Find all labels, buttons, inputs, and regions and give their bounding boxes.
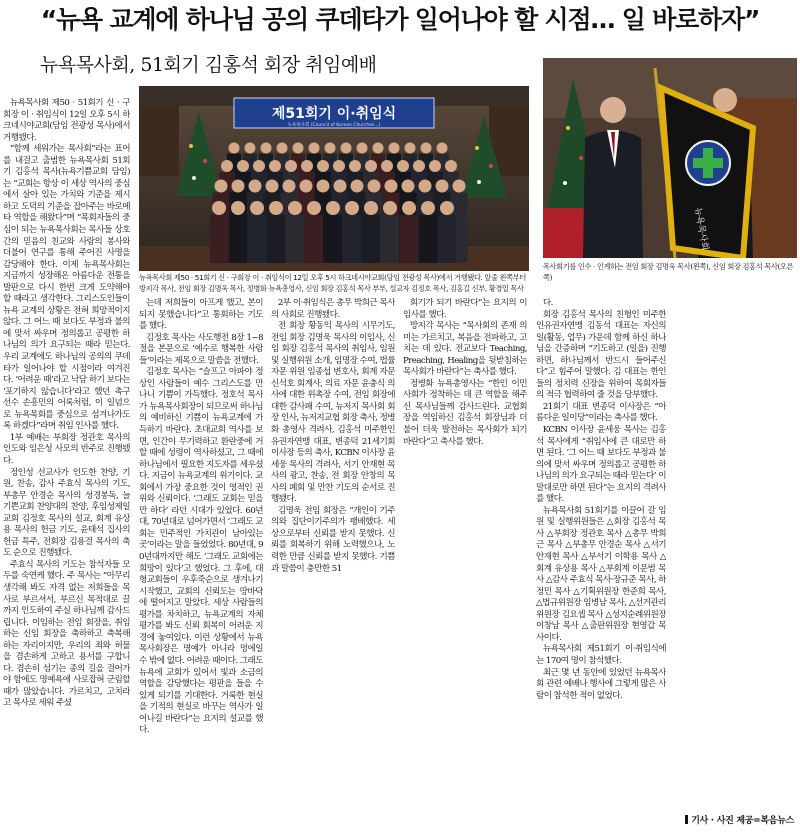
crowd-person-head <box>215 180 228 193</box>
flag-photo-illustration <box>543 58 797 258</box>
crowd-person-head <box>221 160 233 172</box>
crowd-person-head <box>231 201 245 215</box>
crowd-person-head <box>261 143 272 154</box>
col5-para-3: 21회기 대표 변종덕 이사장은 “아름다운 일이당”이라는 축사를 했다. <box>536 401 666 424</box>
crowd-person-head <box>381 160 393 172</box>
col1-para-4: 정인성 선교사가 인도한 찬양, 기원, 찬송, 감사 주효식 목사의 기도, 부총무 안경순 목사의 성경봉독, 늘기쁜교회 찬양대의 찬양, 후임성제일교회 김정호 목사의 설교, 회계 유상용 목사의 헌금 기도, 윤태석 집사의 헌금 특주, 전회장 김용걸 목사의 축도 순으로 진행됐다. <box>3 467 130 559</box>
article-column-5 <box>536 298 666 808</box>
group-photo-illustration <box>139 86 529 271</box>
crowd-person-head <box>277 143 288 154</box>
crowd-person-head <box>253 160 265 172</box>
flag-photo <box>543 58 797 258</box>
banner-subtitle: 뉴욕목사회 (Council of Korean Churches...) <box>287 123 381 128</box>
crowd-person-head <box>413 160 425 172</box>
crowd-person-head <box>266 180 279 193</box>
crowd-person-head <box>317 180 330 193</box>
crowd-person-body <box>400 215 418 263</box>
crowd-person-head <box>341 143 352 154</box>
article-column-2 <box>139 298 263 824</box>
credit-text: 기사 · 사진 제공=복음뉴스 <box>691 816 794 826</box>
crowd-person-head <box>364 201 378 215</box>
crowd-person-head <box>300 180 313 193</box>
crowd-person-head <box>365 160 377 172</box>
col2-para-1: 는데 저희들이 아프게 했고, 본이 되지 못했습니다”고 통회하는 기도를 했다. <box>139 298 263 332</box>
crowd-person-head <box>419 180 432 193</box>
crowd-person-head <box>429 160 441 172</box>
banner-title: 제51회기 이·취임식 <box>271 106 397 122</box>
col5-para-2: 회장 김홍석 목사의 친형인 미주한인유권자연맹 김동석 대표는 자신의 일(활동, 업무) 가운데 함께 하신 하나님을 간증하며 “기도하고 (일을) 진행하면, 하나님께서 반드시 들어주신다”고 힘주어 말했다. 김 대표는 한인들의 정치력 신장을 위하여 목회자들의 적극 협력하여 줄 것을 당부했다. <box>536 309 666 401</box>
crowd-person-head <box>385 180 398 193</box>
crowd-person-body <box>362 215 380 263</box>
crowd-person-body <box>210 215 228 263</box>
crowd-person-head <box>345 201 359 215</box>
credit-bar <box>685 815 688 824</box>
crowd-person-head <box>309 143 320 154</box>
crowd-person-head <box>250 201 264 215</box>
col1-para-3: 1부 예배는 부회장 정관호 목사의 인도와 임은성 사모의 반주로 진행됐다. <box>3 432 130 466</box>
crowd-person-head <box>357 143 368 154</box>
col2-para-2: 김정호 목사는 사도행전 8장 1~8절을 본문으로 ‘예수로 행복한 사람들’이라는 제목으로 말씀을 전했다. <box>139 332 263 366</box>
crowd-person-head <box>301 160 313 172</box>
crowd-person-body <box>267 215 285 263</box>
col3-para-1: 2부 이·취임식은 총무 박희근 목사의 사회로 진행됐다. <box>271 298 395 320</box>
crowd-person-head <box>402 180 415 193</box>
col1-para-5: 주효식 목사의 기도는 참석자들 모두를 숙연케 했다. 주 목사는 “아무리 생각해 봐도 자격 없는 저희들을 목사로 부르셔서, 부르신 목적대로 끌까지 인도하여 주실 하나님께 감사드립니다. 이임하는 전임 회장을, 취임하는 신임 회장을 축하하고 축복해 하는 자리이지만, 우리의 죄와 허물을 겸손하게 고하고 용서를 구합니다. 겸손히 섬기는 종의 길을 걸어가야 함에도 명예욕에 사로잡혀 군림할 때가 많았습니다. 가르치고, 고치라고 목사로 세워 주셨 <box>3 559 130 709</box>
crowd-person-body <box>381 215 399 263</box>
crowd <box>210 143 468 264</box>
col5-para-6: 뉴욕목사회 제51회기 이·취임식에는 170여 명이 참석했다. <box>536 644 666 666</box>
crowd-person-head <box>421 143 432 154</box>
crowd-person-head <box>293 143 304 154</box>
crowd-person-head <box>288 201 302 215</box>
crowd-person-head <box>326 201 340 215</box>
crowd-person-head <box>249 180 262 193</box>
crowd-person-head <box>285 160 297 172</box>
crowd-person-body <box>419 215 437 263</box>
group-photo-caption: 뉴욕목사회 제50 · 51회기 신 · 구회장 이 · 취임식이 12일 오후 5시 하크네시야교회(담임 전광성 목사)에서 거행됐다. 앞줄 왼쪽부터 방지각 목사, 전임 회장 김명욱 목사, 정병화 뉴욕총영사, 신임 회장 김홍석 목사 부부, 설교자 김정호 목사, 김홍길 신부, 황경일 목사 <box>139 273 526 293</box>
article-column-3 <box>271 298 395 824</box>
col5-para-5: 뉴욕목사회 51회기를 이끌어 갈 임원 및 실행위원들은 △회장 김홍석 목사 △부회장 정관호 목사 △총무 박희근 목사 △부총무 안경순 목사 △서기 안재현 목사 △부서기 이학용 목사 △회계 유상용 목사 △부회계 이문범 목사 △감사 주효식 목사·장규준 목사, 하정민 목사 △기획위원장 한준희 목사, △법규위원장 임병남 목사, △선거관리위원장 김요셉 목사 △성지순례위원장 이창남 목사 △출판위원장 현영갑 목사이다. <box>536 505 666 643</box>
crowd-person-head <box>212 201 226 215</box>
crowd-person-head <box>325 143 336 154</box>
crowd-person-head <box>368 180 381 193</box>
col2-para-3: 김정호 목사는 “슬프고 아파야 정상인 사람들이 예수 그리스도를 만나니 기쁨이 가득했다. 정호석 목사가 뉴욕목사회장이 되므로써 하나님의 예비하신 기쁨이 뉴욕교계에 가득하기 바란다. 초대교회 역사를 보면, 인간이 무기력하고 환란중에 거할 때에 성령이 역사하셨고, 그 때에 하나님에서 필요한 지도자를 세우셨다. 지금이 뉴욕교계의 위기이다. 교회에서 가장 중요한 것이 영적인 권위와 신뢰이다. ‘그래도 교회는 믿을만 하다’ 라던 시대가 있었다. 60년대, 70년대로 넘어가면서 ‘그래도 교회는 민주적인 가치관이 남아있는 곳’이라는 말을 들었었다. 80년대, 90년대까지만 해도 ‘그래도 교회에는 희망이 있다’고 했었다. 그 후에, 대형교회들이 우후죽순으로 생겨나기 시작했고, 교회의 신뢰도는 땅바닥에 떨어지고 말았다. 세상 사람들의 평가를 차치하고, 뉴욕교계의 자체 평가를 봐도 신뢰 회복이 어려운 지경에 놓여있다. 이런 상황에서 뉴욕목사회장은 명예가 아니라 멍에일 수 밖에 없다. 어려운 때이다. 그래도 뉴욕에 교회가 있어서 빛과 소금의 역할을 감당했다는 평판을 들을 수 있게 되기를 기대한다. 거룩한 현실을 기적의 현실로 바꾸는 역사가 일어나길 바란다”는 요지의 설교를 했다. <box>139 367 263 736</box>
crowd-person-body <box>229 215 247 263</box>
crowd-person-head <box>269 160 281 172</box>
headline: “뉴욕 교계에 하나님 공의 쿠데타가 일어나야 할 시점… 일 바로하자” <box>40 5 760 34</box>
crowd-person-head <box>307 201 321 215</box>
crowd-person-head <box>245 143 256 154</box>
crowd-person-head <box>349 160 361 172</box>
crowd-person-head <box>283 180 296 193</box>
crowd-person-head <box>229 143 240 154</box>
crowd-person-head <box>269 201 283 215</box>
crowd-person-head <box>437 143 448 154</box>
crowd-person-head <box>402 201 416 215</box>
crowd-person-head <box>453 180 466 193</box>
crowd-person-body <box>343 215 361 263</box>
col1-para-1: 뉴욕목사회 제50 · 51회기 신 · 구회장 이 · 취임식이 12일 오후 5시 하크네시야교회(담임 전광성 목사)에서 거행됐다. <box>3 98 130 143</box>
crowd-person-body <box>248 215 266 263</box>
flag-photo-caption: 목사회기를 인수 · 인계하는 전임 회장 김명욱 목사(왼쪽), 신임 회장 김홍석 목사(오른쪽) <box>543 262 794 282</box>
crowd-person-body <box>286 215 304 263</box>
article-column-1 <box>3 98 130 824</box>
crowd-person-head <box>397 160 409 172</box>
col5-para-7: 최근 몇 년 동안에 있었던 뉴욕목사회 관련 예배나 행사에 그렇게 많은 사람이 참석한 적이 없었다. <box>536 667 666 701</box>
photo-credit <box>685 815 794 827</box>
crowd-person-head <box>383 201 397 215</box>
article-column-4 <box>403 298 527 824</box>
crowd-person-head <box>351 180 364 193</box>
crowd-person-head <box>317 160 329 172</box>
crowd-person-head <box>421 201 435 215</box>
crowd-person-head <box>445 160 457 172</box>
crowd-person-head <box>333 160 345 172</box>
col5-para-1: 다. <box>542 298 553 308</box>
col4-para-2: 방지각 목사는 “목사회의 존재 의미는 가르치고, 복음을 전파하고, 고치는 데 있다. 전교보다 Teaching, Preaching, Healing을 뒷받침하는 목사회가 바란다”는 축사를 했다. <box>403 321 527 378</box>
group-photo <box>139 86 529 271</box>
flag-lettering: 뉴욕목사회 <box>692 206 710 252</box>
crowd-person-body <box>305 215 323 263</box>
col3-para-2: 전 회장 황동익 목사의 시무기도, 전임 회장 김명욱 목사의 이임사, 신임 회장 김홍석 목사의 취임사, 임원 및 실행위원 소개, 임명장 수여, 법률자문 위원 임종섭 변호사, 회계 자문 신석호 회계사, 의료 자문 윤충식 의사에 대한 위촉장 수여, 전임 회장에 대한 감사패 수여, 뉴저지 목사회 회장 인사, 뉴저지교협 회장 축사, 정병화 총영사 격려사, 김홍석 미주한인유권자연맹 대표, 변종덕 21세기회 이사장 등의 축사, KCBN 이사장 윤세웅 목사의 격려사, 서기 안재현 목사의 광고, 찬송, 전 회장 안창의 목사의 폐회 및 만찬 기도의 순서로 진행됐다. <box>271 321 395 505</box>
crowd-person-head <box>436 180 449 193</box>
crowd-person-body <box>438 215 456 263</box>
crowd-person-head <box>389 143 400 154</box>
col3-para-3: 김명욱 전임 회장은 “개인이 기주의와 집단이기주의가 팽배했다. 세상으로부터 신뢰를 받지 못했다. 신뢰를 회복하기 위해 노력했으나, 노력한 만큼 신뢰를 받지 못했다. 기쁨과 말씀이 충만한 51 <box>271 505 395 574</box>
crowd-person-head <box>237 160 249 172</box>
col4-para-1: 회기가 되기 바란다”는 요지의 이임사를 했다. <box>403 298 527 320</box>
subheadline: 뉴욕목사회, 51회기 김홍석 회장 취임예배 <box>40 54 377 76</box>
col4-para-3: 정병화 뉴욕총영사는 “한인 이민사회가 정착하는 데 큰 역할을 해주신 목사님들께 감사드린다. 교협회장을 역임하신 김홍석 회장님과 더불어 더욱 발전하는 목사회가 되기 바란다”고 축사를 했다. <box>403 378 527 447</box>
crowd-person-head <box>232 180 245 193</box>
crowd-person-head <box>440 201 454 215</box>
crowd-person-head <box>405 143 416 154</box>
col1-para-2: “함께 세워가는 목사회”라는 표어를 내걸고 출범한 뉴욕목사회 51회기 김홍석 목사(뉴욕기쁨교회 담임)는 “교회는 항상 이 세상 역사의 중심에서 살아 있는 가치와 기준을 제시하고 도덕의 기준을 잡아주는 바로메타 역할을 해왔다”며 “목회자들의 중심이 되는 뉴욕목사회는 목사들 상호간의 믿음의 친교와 사람의 봉사와 더불어 연구를 통해 주어진 사명을 감당해야 한다. 이제 뉴욕목사회는 지금까지 성장해온 아름다운 전통을 발판으로 다시 한번 크게 도약해야 할 때라고 생각한다. 그리스도인들이 뉴욕 교계의 상황은 전혀 희망적이지 않다. 그 어느 때 보다도 부정과 불의에 맞서 싸우며 정의롭고 공평한 하나님의 의가 요구되는 때라 믿는다. 우리 교계에도 하나님의 공의의 쿠데타가 일어나야 할 시점이라 여겨진다. ‘어려운 때’라고 낙담 하기 보다는 ‘포기하지 않습니다’라고 했던 촉구 선수 손흥민의 어록처럼, 이 일념으로 뉴욕목회를 중심으로 섬겨나가도록 하겠다”라며 취임 인사를 했다. <box>3 144 130 432</box>
col5-para-4: KCBN 이사장 윤세웅 목사는 김홍석 목사에게 “취임사에 큰 대로만 하면 된다. ‘그 어느 때 보다도 부정과 불의에 맞서 싸우며 정의롭고 공평한 하나님의 의가 요구되는 때라 믿는다’ 이 말대로만 하면 된다”는 요지의 격려사를 했다. <box>536 425 666 505</box>
crowd-person-body <box>324 215 342 263</box>
crowd-person-head <box>334 180 347 193</box>
crowd-person-head <box>373 143 384 154</box>
